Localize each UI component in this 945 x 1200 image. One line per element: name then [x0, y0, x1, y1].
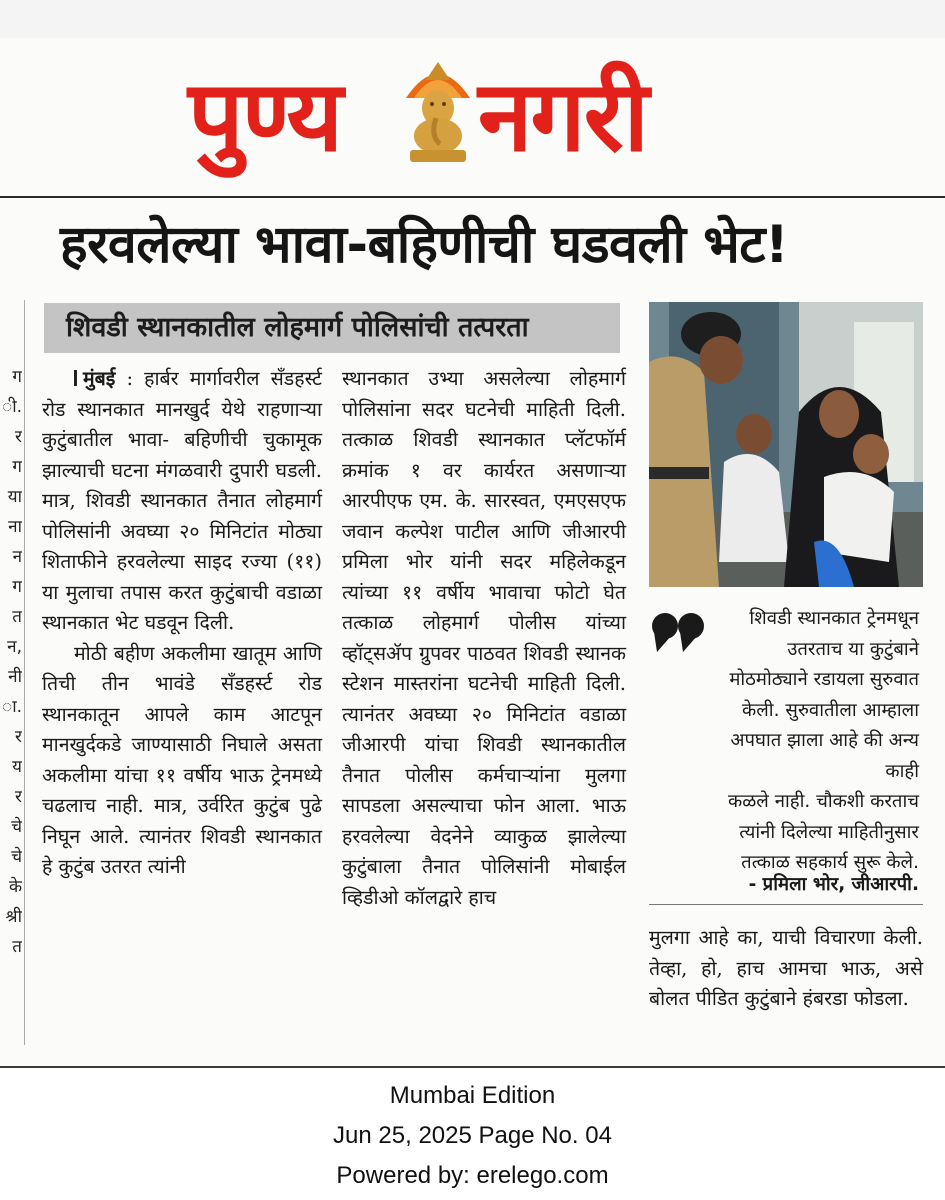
pull-quote-line: त्यांनी दिलेल्या माहितीनुसार	[739, 821, 919, 843]
masthead-word-1: पुण्य	[188, 60, 342, 174]
article-paragraph: मुलगा आहे का, याची विचारणा केली. तेव्हा, हो, हाच आमचा भाऊ, असे बोलत पीडित कुटुंबाने हंबरडा फोडला.	[649, 926, 923, 1010]
edge-letter: ग	[12, 577, 22, 597]
article-column-3	[649, 923, 923, 1015]
pull-quote-line: मोठमोठ्याने रडायला सुरुवात	[729, 669, 919, 690]
pull-quote-line: कळले नाही. चौकशी करताच	[728, 791, 919, 812]
pull-quote-line: तत्काळ सहकार्य सुरू केले.	[741, 852, 919, 873]
pull-quote-line: उतरताच या कुटुंबाने	[787, 638, 919, 660]
edge-letter: चे	[11, 817, 22, 837]
edge-letter: चे	[11, 847, 22, 867]
adjacent-column-edge	[0, 362, 22, 962]
pull-quote-line: शिवडी स्थानकात ट्रेनमधून	[749, 608, 919, 629]
headline: हरवलेल्या भावा-बहिणीची घडवली भेट!	[60, 215, 789, 275]
edition-footer	[0, 1076, 945, 1196]
edge-letter: न	[12, 547, 22, 567]
quote-mark-icon	[651, 612, 709, 652]
ganesh-logo-icon	[396, 40, 480, 165]
column-divider	[24, 300, 25, 1045]
pull-quote-line: अपघात झाला आहे की अन्य काही	[730, 730, 919, 782]
date-page-label: Jun 25, 2025 Page No. 04	[333, 1122, 612, 1149]
edition-label: Mumbai Edition	[389, 1082, 556, 1109]
subheading-band	[44, 303, 620, 353]
edge-letter: ग	[12, 367, 22, 387]
article-paragraph: मोठी बहीण अकलीमा खातूम आणि तिची तीन भावंडे सँडहर्स्ट रोड स्थानकातून आपले काम आटपून मानखुर्दकडे जाण्यासाठी निघाले असता अकलीमा यांचा ११ वर्षीय भाऊ ट्रेनमध्ये चढलाच नाही. मात्र, उर्वरित कुटुंब पुढे निघून आले. त्यानंतर शिवडी स्थानकात हे कुटुंब उतरत त्यांनी	[42, 641, 322, 878]
edge-letter: त	[12, 607, 22, 627]
edge-letter: त	[12, 937, 22, 957]
pull-quote-attribution: - प्रमिला भोर, जीआरपी.	[748, 874, 919, 895]
dateline: मुंबई	[83, 367, 116, 390]
article-paragraph: स्थानकात उभ्या असलेल्या लोहमार्ग पोलिसांना सदर घटनेची माहिती दिली. तत्काळ शिवडी स्थानकात प्लॅटफॉर्म क्रमांक १ वर कार्यरत असणाऱ्या आरपीएफ एम. के. सारस्वत, एमएसएफ जवान कल्पेश पाटील आणि जीआरपी प्रमिला भोर यांनी सदर महिलेकडून त्यांच्या ११ वर्षीय भावाचा फोटो घेत तत्काळ लोहमार्ग पोलीस यांच्या व्हॉट्सॲप ग्रुपवर पाठवत शिवडी स्थानक स्टेशन मास्तरांना घटनेची माहिती दिली. त्यानंतर अवघ्या २० मिनिटांत वडाळा जीआरपी यांचा शिवडी स्थानकातील तैनात पोलीस कर्मचाऱ्यांना मुलगा सापडला असल्याचा फोन आला. भाऊ हरवलेल्या वेदनेने व्याकुळ झालेल्या कुटुंबाला तैनात पोलिसांनी मोबाईल व्हिडीओ कॉलद्वारे हाच	[342, 367, 626, 909]
masthead-word-2: नगरी	[478, 60, 648, 174]
edge-letter: श्री	[5, 907, 22, 927]
edge-letter: ना	[8, 517, 22, 537]
edge-letter: य	[12, 757, 22, 777]
edge-letter: न,	[7, 637, 22, 657]
pull-quote-line: केली. सुरुवातीला आम्हाला	[742, 699, 919, 721]
edge-letter: के	[8, 877, 22, 897]
article-paragraph	[42, 364, 322, 639]
edge-letter: ा.	[2, 697, 22, 717]
footer-rule	[0, 1066, 945, 1068]
masthead-rule	[0, 196, 945, 198]
edge-letter: नी	[8, 667, 22, 687]
edge-letter: ी.	[2, 397, 22, 417]
article-column-2	[342, 364, 626, 913]
top-band	[0, 0, 945, 38]
pull-quote-rule	[649, 904, 923, 905]
edge-letter: र	[15, 427, 22, 447]
dateline-marker	[74, 370, 77, 386]
edge-letter: र	[15, 787, 22, 807]
news-photo	[649, 302, 923, 587]
pull-quote	[712, 604, 919, 879]
edge-letter: या	[7, 487, 22, 507]
article-text: : हार्बर मार्गावरील सँडहर्स्ट रोड स्थानकात मानखुर्द येथे राहणाऱ्या कुटुंबातील भावा- बहिणीची चुकामूक झाल्याची घटना मंगळवारी दुपारी घडली. मात्र, शिवडी स्थानकात तैनात लोहमार्ग पोलिसांनी अवघ्या २० मिनिटांत मोठ्या शिताफीने हरवलेल्या साइद रज्या (११) या मुलाचा तपास करत कुटुंबाची वडाळा स्थानकात भेट घडवून दिली.	[42, 367, 322, 634]
subheading: शिवडी स्थानकातील लोहमार्ग पोलिसांची तत्परता	[66, 312, 529, 343]
powered-by-label: Powered by: erelego.com	[336, 1162, 609, 1189]
edge-letter: ग	[12, 457, 22, 477]
edge-letter: र	[15, 727, 22, 747]
article-column-1	[42, 364, 322, 883]
